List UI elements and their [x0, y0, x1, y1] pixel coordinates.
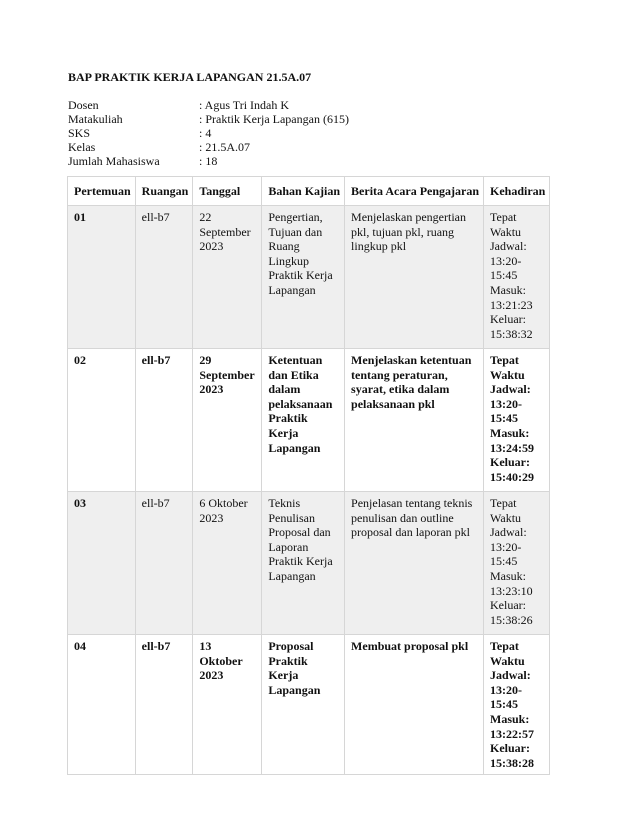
cell-bahan-kajian: Ketentuan dan Etika dalam pelaksanaan Praktik Kerja Lapangan: [262, 349, 345, 492]
table-row: [68, 206, 550, 349]
info-value: : Agus Tri Indah K: [199, 98, 290, 112]
cell-bahan-kajian: Proposal Praktik Kerja Lapangan: [262, 635, 345, 775]
cell-pertemuan: 02: [68, 349, 136, 492]
cell-ruangan: ell-b7: [135, 349, 193, 492]
table-row: [68, 492, 550, 635]
cell-ruangan: ell-b7: [135, 635, 193, 775]
attendance-table: [67, 176, 550, 775]
cell-berita-acara: Membuat proposal pkl: [345, 635, 484, 775]
info-value: : 18: [199, 154, 218, 168]
info-label: Kelas: [68, 140, 96, 154]
info-row-sks: [68, 126, 349, 140]
info-label: SKS: [68, 126, 91, 140]
cell-kehadiran: Tepat Waktu Jadwal: 13:20-15:45 Masuk: 13:24:59 Keluar: 15:40:29: [484, 349, 550, 492]
course-info: [68, 98, 349, 168]
table-header-row: [68, 177, 550, 206]
cell-ruangan: ell-b7: [135, 492, 193, 635]
info-value: : 21.5A.07: [199, 140, 250, 154]
document-title: BAP PRAKTIK KERJA LAPANGAN 21.5A.07: [68, 70, 312, 84]
header-ruangan: Ruangan: [135, 177, 193, 206]
info-label: Jumlah Mahasiswa: [68, 154, 160, 168]
cell-tanggal: 6 Oktober 2023: [193, 492, 262, 635]
header-kehadiran: Kehadiran: [484, 177, 550, 206]
cell-bahan-kajian: Teknis Penulisan Proposal dan Laporan Praktik Kerja Lapangan: [262, 492, 345, 635]
cell-tanggal: 29 September 2023: [193, 349, 262, 492]
table-row: [68, 635, 550, 775]
cell-berita-acara: Menjelaskan pengertian pkl, tujuan pkl, ruang lingkup pkl: [345, 206, 484, 349]
info-value: : Praktik Kerja Lapangan (615): [199, 112, 349, 126]
info-row-jumlah-mahasiswa: [68, 154, 349, 168]
header-berita-acara: Berita Acara Pengajaran: [345, 177, 484, 206]
info-row-kelas: [68, 140, 349, 154]
cell-ruangan: ell-b7: [135, 206, 193, 349]
cell-bahan-kajian: Pengertian, Tujuan dan Ruang Lingkup Praktik Kerja Lapangan: [262, 206, 345, 349]
cell-tanggal: 22 September 2023: [193, 206, 262, 349]
info-label: Dosen: [68, 98, 99, 112]
cell-pertemuan: 03: [68, 492, 136, 635]
cell-pertemuan: 04: [68, 635, 136, 775]
cell-berita-acara: Penjelasan tentang teknis penulisan dan outline proposal dan laporan pkl: [345, 492, 484, 635]
cell-berita-acara: Menjelaskan ketentuan tentang peraturan, syarat, etika dalam pelaksanaan pkl: [345, 349, 484, 492]
header-pertemuan: Pertemuan: [68, 177, 136, 206]
header-tanggal: Tanggal: [193, 177, 262, 206]
info-value: : 4: [199, 126, 212, 140]
info-label: Matakuliah: [68, 112, 123, 126]
cell-tanggal: 13 Oktober 2023: [193, 635, 262, 775]
cell-kehadiran: Tepat Waktu Jadwal: 13:20-15:45 Masuk: 13:23:10 Keluar: 15:38:26: [484, 492, 550, 635]
cell-kehadiran: Tepat Waktu Jadwal: 13:20-15:45 Masuk: 13:21:23 Keluar: 15:38:32: [484, 206, 550, 349]
info-row-matakuliah: [68, 112, 349, 126]
cell-pertemuan: 01: [68, 206, 136, 349]
table-row: [68, 349, 550, 492]
cell-kehadiran: Tepat Waktu Jadwal: 13:20-15:45 Masuk: 13:22:57 Keluar: 15:38:28: [484, 635, 550, 775]
info-row-dosen: [68, 98, 349, 112]
header-bahan-kajian: Bahan Kajian: [262, 177, 345, 206]
